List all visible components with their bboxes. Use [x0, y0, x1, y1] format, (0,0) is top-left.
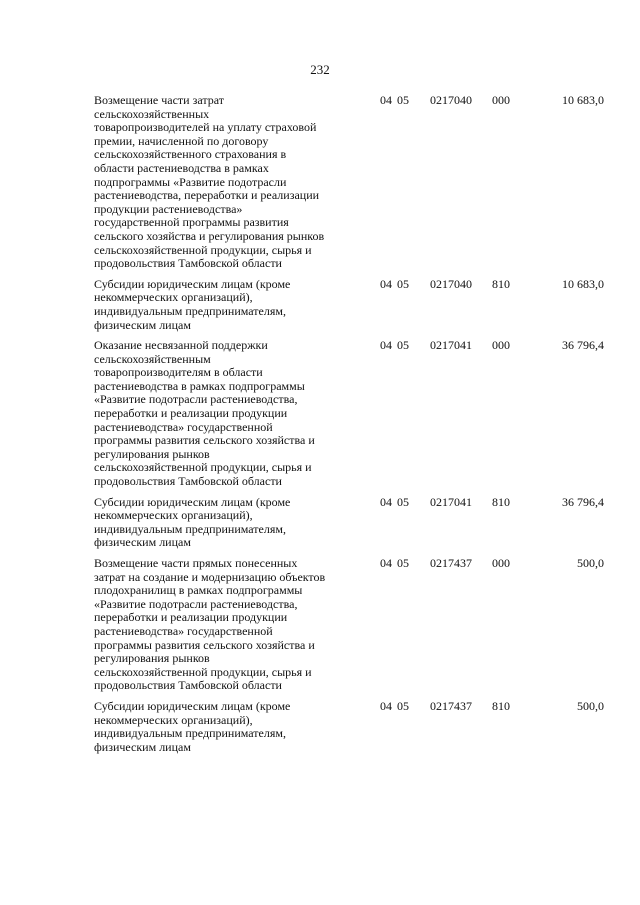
- table-row: [94, 557, 604, 693]
- row-section-code: 04 05: [380, 93, 409, 107]
- row-expense-type: 000: [492, 556, 510, 570]
- row-expense-type: 000: [492, 93, 510, 107]
- row-target-article: 0217041: [430, 494, 472, 509]
- page-number: 232: [310, 62, 330, 77]
- row-target-article: 0217437: [430, 556, 472, 570]
- row-amount: 500,0: [577, 698, 604, 713]
- table-row: [94, 339, 604, 489]
- row-target-article: 0217041: [430, 338, 472, 353]
- row-amount: 500,0: [577, 556, 604, 570]
- row-target-article: 0217437: [430, 698, 472, 713]
- row-description: Субсидии юридическим лицам (кроме некоммерческих организаций), индивидуальным предпринимателям, физическим лицам: [94, 698, 291, 754]
- row-section-code: 04 05: [380, 698, 409, 713]
- row-target-article: 0217040: [430, 93, 472, 107]
- row-expense-type: 810: [492, 494, 510, 509]
- table-row: [94, 496, 604, 550]
- row-target-article: 0217040: [430, 276, 472, 291]
- row-description: Возмещение части затрат сельскохозяйственных товаропроизводителей на уплату страховой премии, начисленной по договору сельскохозяйственного страхования в области растениеводства в рамках подпрограммы «Развитие подотрасли растениеводства, переработки и реализации продукции растениеводства» государственной программы развития сельского хозяйства и регулирования рынков сельскохозяйственной продукции, сырья и продовольствия Тамбовской области: [94, 93, 325, 271]
- row-amount: 10 683,0: [562, 93, 604, 107]
- table-row: [94, 94, 604, 271]
- row-amount: 36 796,4: [562, 338, 604, 353]
- row-description: Оказание несвязанной поддержки сельскохозяйственным товаропроизводителям в области растениеводства в рамках подпрограммы «Развитие подотрасли растениеводства, переработки и реализации продукции растениеводства» государственной программы развития сельского хозяйства и регулирования рынков сельскохозяйственной продукции, сырья и продовольствия Тамбовской области: [94, 338, 315, 489]
- row-section-code: 04 05: [380, 556, 409, 570]
- row-expense-type: 810: [492, 698, 510, 713]
- row-description: Субсидии юридическим лицам (кроме некоммерческих организаций), индивидуальным предпринимателям, физическим лицам: [94, 276, 291, 332]
- row-expense-type: 000: [492, 338, 510, 353]
- budget-table: [94, 94, 604, 761]
- row-amount: 10 683,0: [562, 276, 604, 291]
- row-section-code: 04 05: [380, 338, 409, 353]
- row-amount: 36 796,4: [562, 494, 604, 509]
- row-section-code: 04 05: [380, 494, 409, 509]
- table-row: [94, 700, 604, 754]
- row-description: Возмещение части прямых понесенных затрат на создание и модернизацию объектов плодохранилищ в рамках подпрограммы «Развитие подотрасли растениеводства, переработки и реализации продукции растениеводства» государственной программы развития сельского хозяйства и регулирования рынков сельскохозяйственной продукции, сырья и продовольствия Тамбовской области: [94, 556, 326, 693]
- row-description: Субсидии юридическим лицам (кроме некоммерческих организаций), индивидуальным предпринимателям, физическим лицам: [94, 494, 291, 550]
- row-expense-type: 810: [492, 276, 510, 291]
- row-section-code: 04 05: [380, 276, 409, 291]
- table-row: [94, 278, 604, 332]
